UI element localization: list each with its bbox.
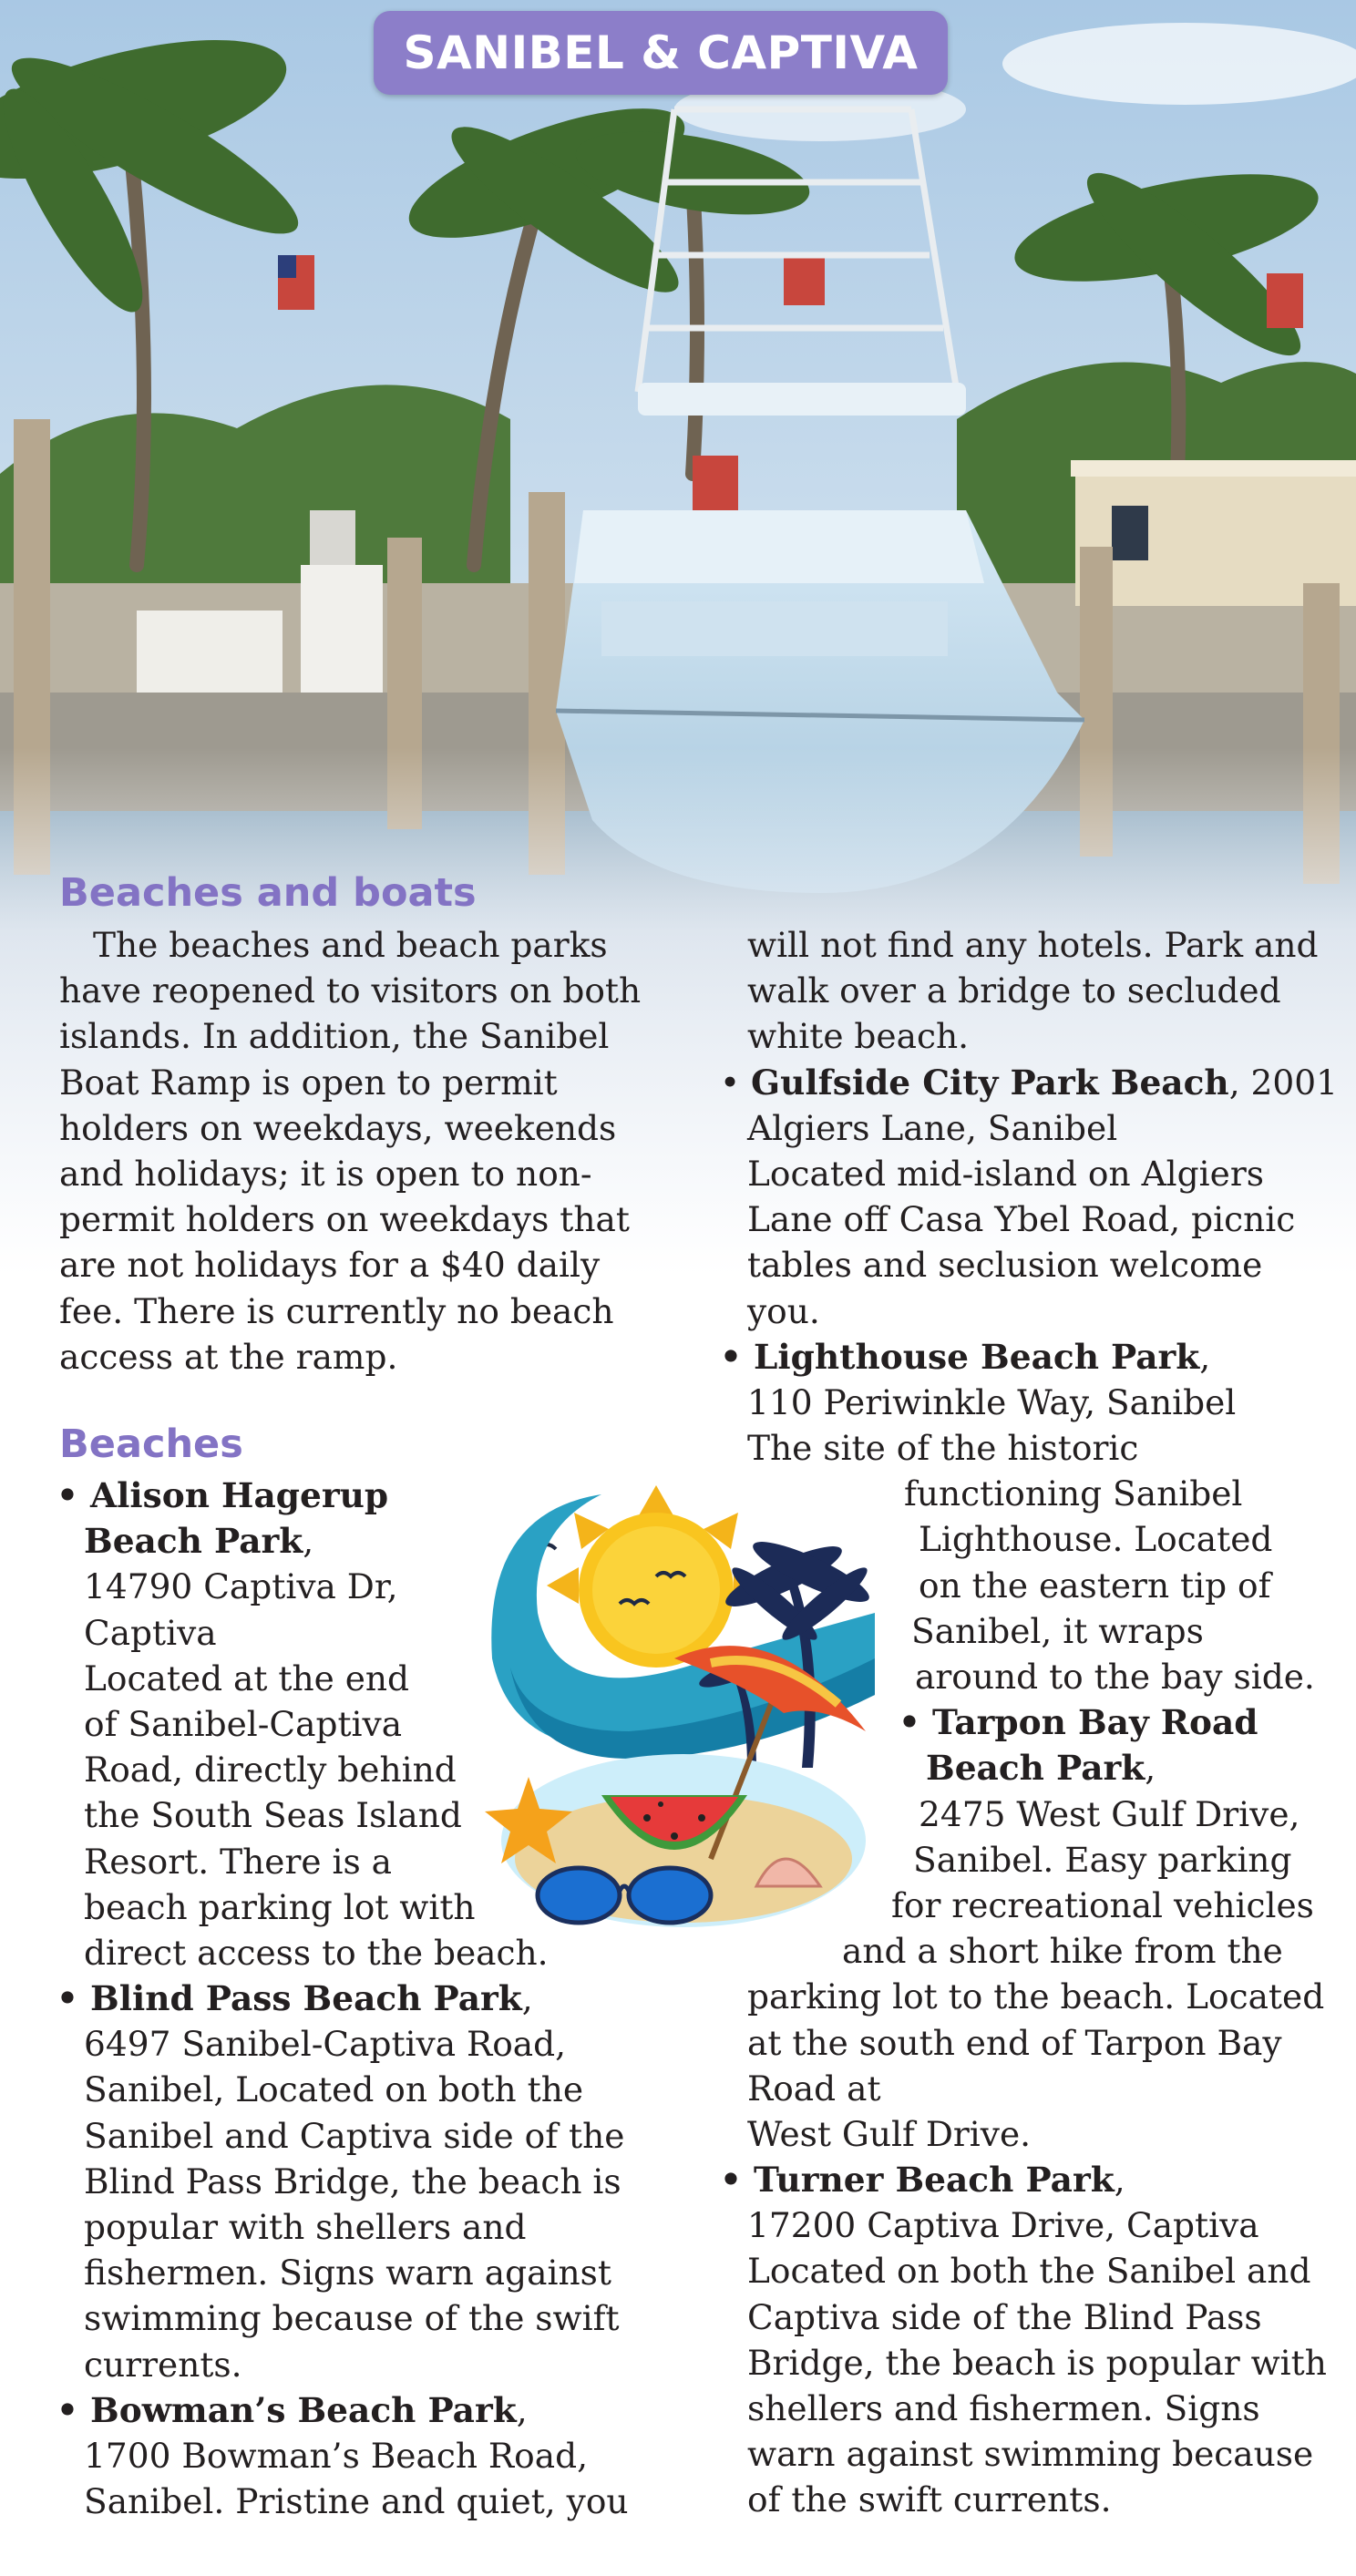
- intro-line: Boat Ramp is open to permit: [59, 1062, 558, 1103]
- beach-detail-line: will not find any hotels. Park and: [747, 925, 1319, 965]
- beach-detail-line: Lighthouse. Located: [919, 1519, 1273, 1560]
- beach-detail-line: Captiva side of the Blind Pass: [747, 2296, 1262, 2337]
- beach-detail-line: Sanibel and Captiva side of the: [84, 2115, 625, 2156]
- beach-name-turner: • Turner Beach Park,: [720, 2160, 1125, 2201]
- beach-detail-line: Sanibel. Pristine and quiet, you: [84, 2481, 629, 2522]
- intro-line: have reopened to visitors on both: [59, 970, 642, 1011]
- beach-detail-line: functioning Sanibel: [904, 1473, 1243, 1514]
- beach-name-tarpon-bay: • Tarpon Bay Road: [899, 1702, 1258, 1743]
- heading-beaches: Beaches: [59, 1421, 243, 1467]
- intro-line: access at the ramp.: [59, 1336, 398, 1377]
- beach-name-tarpon-bay-2: Beach Park,: [926, 1748, 1156, 1789]
- beach-detail-line: of the swift currents.: [747, 2479, 1112, 2520]
- beach-detail-line: popular with shellers and: [84, 2207, 527, 2247]
- beach-detail-line: 2475 West Gulf Drive,: [919, 1793, 1300, 1834]
- beach-detail-line: fishermen. Signs warn against: [84, 2253, 611, 2294]
- beach-detail-line: Road at: [747, 2068, 881, 2109]
- beach-detail-line: 6497 Sanibel-Captiva Road,: [84, 2024, 567, 2065]
- beach-detail-line: currents.: [84, 2344, 242, 2385]
- intro-line: are not holidays for a $40 daily: [59, 1245, 601, 1286]
- beach-detail-line: direct access to the beach.: [84, 1932, 549, 1973]
- beach-detail-line: Sanibel, Located on both the: [84, 2069, 584, 2110]
- beach-name-lighthouse: • Lighthouse Beach Park,: [720, 1336, 1211, 1377]
- beach-detail-line: around to the bay side.: [915, 1657, 1315, 1697]
- beach-detail-line: parking lot to the beach. Located: [747, 1976, 1325, 2017]
- beach-detail-line: swimming because of the swift: [84, 2298, 620, 2339]
- beach-name-alison-hagerup: • Alison Hagerup: [56, 1475, 389, 1515]
- intro-line: and holidays; it is open to non-: [59, 1153, 592, 1194]
- beach-detail-line: 14790 Captiva Dr,: [84, 1566, 398, 1607]
- intro-line: holders on weekdays, weekends: [59, 1107, 617, 1148]
- beach-detail-line: the South Seas Island: [84, 1795, 462, 1836]
- intro-paragraph: [59, 922, 641, 1380]
- beach-name-bowmans: • Bowman’s Beach Park,: [56, 2389, 528, 2430]
- beach-detail-line: Blind Pass Bridge, the beach is: [84, 2160, 622, 2201]
- beach-detail-line: Located at the end: [84, 1657, 410, 1699]
- intro-line: The beaches and beach parks: [93, 925, 608, 965]
- beach-detail-line: tables and seclusion welcome: [747, 1245, 1263, 1286]
- beach-detail-line: for recreational vehicles: [891, 1884, 1314, 1925]
- beach-detail-line: Resort. There is a: [84, 1841, 392, 1882]
- beach-detail-line: Captiva: [84, 1612, 217, 1653]
- beach-detail-line: of Sanibel-Captiva: [84, 1703, 403, 1744]
- beach-name-gulfside: • Gulfside City Park Beach, 2001: [720, 1062, 1338, 1103]
- beach-detail-line: at the south end of Tarpon Bay: [747, 2022, 1282, 2063]
- beach-detail-line: white beach.: [747, 1016, 970, 1057]
- intro-line: islands. In addition, the Sanibel: [59, 1016, 610, 1057]
- beach-detail-line: walk over a bridge to secluded: [747, 970, 1281, 1011]
- beach-detail-line: beach parking lot with: [84, 1886, 476, 1927]
- beach-detail-line: on the eastern tip of: [919, 1565, 1271, 1606]
- beach-detail-line: Lane off Casa Ybel Road, picnic: [747, 1199, 1296, 1240]
- heading-beaches-and-boats: Beaches and boats: [59, 870, 477, 916]
- beach-detail-line: Road, directly behind: [84, 1750, 457, 1791]
- intro-line: permit holders on weekdays that: [59, 1199, 630, 1240]
- beach-detail-line: Located on both the Sanibel and: [747, 2251, 1311, 2292]
- intro-line: fee. There is currently no beach: [59, 1290, 614, 1331]
- beach-detail-line: Sanibel. Easy parking: [913, 1839, 1292, 1880]
- beach-detail-line: 17200 Captiva Drive, Captiva: [747, 2205, 1259, 2246]
- beach-detail-line: 110 Periwinkle Way, Sanibel: [747, 1381, 1237, 1422]
- beach-detail-line: and a short hike from the: [842, 1931, 1283, 1972]
- beach-detail-line: Located mid-island on Algiers: [747, 1153, 1265, 1194]
- beach-detail-line: West Gulf Drive.: [747, 2113, 1032, 2154]
- beach-detail-line: Algiers Lane, Sanibel: [747, 1107, 1118, 1148]
- beach-detail-line: shellers and fishermen. Signs: [747, 2388, 1260, 2428]
- beach-name-blind-pass: • Blind Pass Beach Park,: [56, 1978, 533, 2019]
- beach-detail-line: you.: [747, 1290, 820, 1331]
- beach-detail-line: warn against swimming because: [747, 2434, 1314, 2475]
- section-banner: SANIBEL & CAPTIVA: [374, 11, 948, 95]
- beach-detail-line: The site of the historic: [747, 1428, 1139, 1469]
- beach-clipart: [474, 1476, 893, 1932]
- beach-detail-line: Sanibel, it wraps: [911, 1610, 1204, 1651]
- beach-detail-line: Bridge, the beach is popular with: [747, 2342, 1327, 2383]
- beach-name-alison-hagerup-2: Beach Park,: [84, 1521, 314, 1562]
- beach-detail-line: 1700 Bowman’s Beach Road,: [84, 2435, 589, 2476]
